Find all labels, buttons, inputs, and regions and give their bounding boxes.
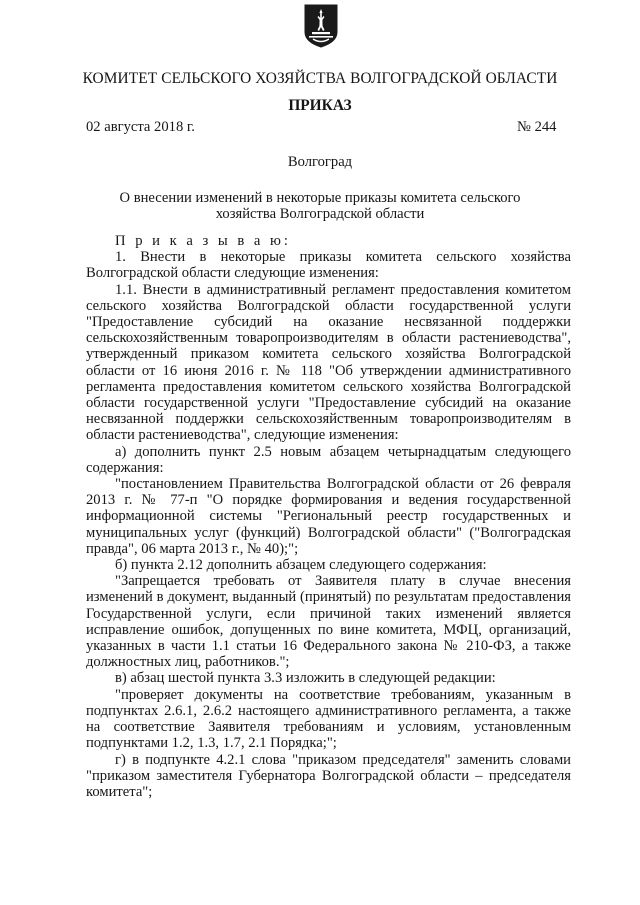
committee-name: КОМИТЕТ СЕЛЬСКОГО ХОЗЯЙСТВА ВОЛГОГРАДСКОЙ ОБЛАСТИ — [82, 70, 558, 87]
quoted-text-v: "проверяет документы на соответствие требованиям, указанным в подпунктах 2.6.1, 2.6.2 настоящего административного регламента, а также на соответствие Заявителя требованиям и условиям, установленным подпунктами 1.2, 1.3, 1.7, 2.1 Порядка;"; — [86, 686, 571, 752]
order-subject-line: хозяйства Волгоградской области — [215, 206, 425, 222]
order-subject-line: О внесении изменений в некоторые приказы комитета сельского — [119, 190, 521, 206]
order-subject — [0, 190, 640, 222]
order-city: Волгоград — [287, 154, 353, 170]
paragraph-subitem-b: б) пункта 2.12 дополнить абзацем следующего содержания: — [115, 557, 487, 574]
document-type-title: ПРИКАЗ — [288, 97, 352, 114]
paragraph-subitem-v: в) абзац шестой пункта 3.3 изложить в следующей редакции: — [115, 670, 496, 687]
paragraph-subitem-g: г) в подпункте 4.2.1 слова "приказом председателя" заменить словами "приказом заместителя Губернатора Волгоградской области – председателя комитета"; — [86, 751, 571, 800]
paragraph-subitem-a: а) дополнить пункт 2.5 новым абзацем четырнадцатым следующего содержания: — [86, 443, 571, 476]
quoted-text-b: "Запрещается требовать от Заявителя плату в случае внесения изменений в документ, выданный (принятый) по результатам предоставления Государственной услуги, если причиной таких изменений является исправление ошибок, допущенных по вине комитета, МФЦ, организаций, указанных в части 1.1 статьи 16 Федерального закона № 210-ФЗ, а также должностных лиц, работников."; — [86, 573, 571, 671]
quoted-text-a: "постановлением Правительства Волгоградской области от 26 февраля 2013 г. № 77-п "О порядке формирования и ведения государственной информационной системы "Региональный реестр государственных и муниципальных услуг (функций) Волгоградской области" ("Волгоградская правда", 06 марта 2013 г., № 40);"; — [86, 476, 571, 557]
coat-of-arms-icon — [304, 4, 338, 48]
order-number: № 244 — [517, 119, 557, 135]
order-directive: П р и к а з ы в а ю: — [115, 233, 291, 249]
order-body — [86, 233, 571, 800]
order-date: 02 августа 2018 г. — [86, 119, 195, 135]
paragraph-item-1: 1. Внести в некоторые приказы комитета сельского хозяйства Волгоградской области следующие изменения: — [86, 249, 571, 282]
paragraph-item-1-1: 1.1. Внести в административный регламент предоставления комитетом сельского хозяйства Волгоградской области государственной услуги "Предоставление субсидий на оказание несвязанной поддержки сельскохозяйственным товаропроизводителям в области растениеводства", утвержденный приказом комитета сельского хозяйства Волгоградской области от 16 июня 2016 г. № 118 "Об утверждении административного регламента предоставления комитетом сельского хозяйства Волгоградской области государственной услуги "Предоставление субсидий на оказание несвязанной поддержки сельскохозяйственным товаропроизводителям в области растениеводства", следующие изменения: — [86, 281, 571, 444]
